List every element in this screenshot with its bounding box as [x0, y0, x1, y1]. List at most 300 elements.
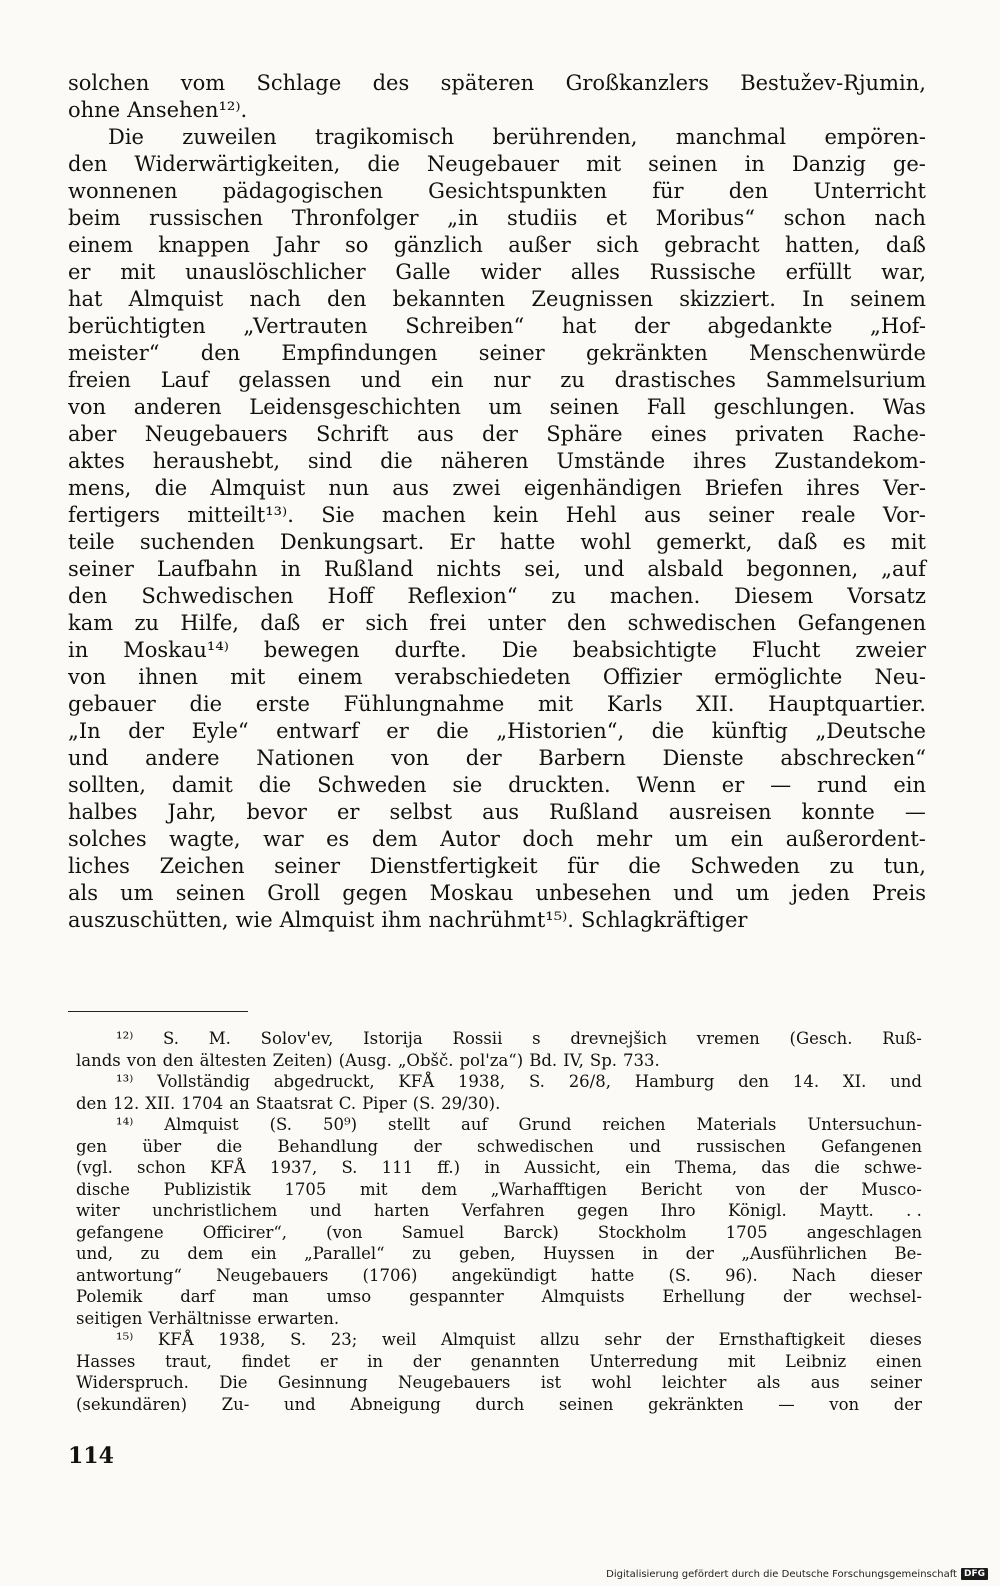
word: Rossii [452, 1029, 503, 1048]
word: drastisches [614, 368, 736, 392]
word: Denkungsart. [279, 530, 425, 554]
word: Musco- [861, 1179, 922, 1199]
word: gekränkten [585, 341, 708, 365]
word: wonnenen [68, 179, 178, 203]
word: Almquists [541, 1287, 625, 1306]
word: Leibniz [785, 1351, 847, 1371]
word: den [76, 1093, 107, 1113]
word: aktes [68, 449, 125, 473]
word: druckten. [508, 773, 611, 797]
word: privaten [735, 422, 825, 446]
word: 1938, [457, 1072, 506, 1091]
word: schwedischen [627, 611, 777, 635]
word: Großkanzlers [565, 71, 709, 95]
word: daß [885, 233, 926, 257]
word: zu [560, 368, 585, 392]
word: ihres [693, 449, 747, 473]
word: er [319, 1351, 338, 1371]
word: Gesinnung [277, 1373, 368, 1392]
footnotes [76, 1028, 922, 1415]
word: mitteilt¹³⁾. [187, 503, 294, 527]
word: von [735, 1179, 766, 1199]
word: „Hof- [869, 314, 926, 338]
word: er [721, 773, 745, 797]
text-line [68, 799, 926, 826]
word: durfte. [394, 638, 467, 662]
word: ¹⁴⁾ [116, 1115, 134, 1134]
word: Die [108, 125, 144, 149]
word: tun, [883, 854, 926, 878]
word: für [652, 179, 684, 203]
word: Schwedischen [141, 584, 294, 608]
word: Solov'ev, [260, 1029, 334, 1048]
word: Karls [606, 692, 663, 716]
word: unbesehen [535, 881, 652, 905]
word: Bestužev-Rjumin, [740, 71, 926, 95]
word: 14. [792, 1072, 820, 1091]
text-line [68, 448, 926, 475]
word: durch [475, 1394, 525, 1414]
word: Abneigung [350, 1394, 441, 1414]
word: geschlungen. [713, 395, 856, 419]
word: abgedruckt, [273, 1072, 375, 1091]
word: findet [241, 1351, 291, 1371]
word: Piper [362, 1093, 407, 1113]
word: genannten [470, 1351, 560, 1371]
word: dem [371, 827, 418, 851]
word: Offizier [602, 665, 682, 689]
digitization-footer [606, 1568, 988, 1580]
word: dem [187, 1244, 224, 1263]
word: seinen [549, 395, 620, 419]
word: Preis [871, 881, 926, 905]
word: der [413, 1136, 442, 1156]
word: aus [644, 503, 681, 527]
word: sie [452, 773, 483, 797]
word: (S. [412, 1093, 436, 1113]
word: Hamburg [634, 1072, 715, 1091]
word: (vgl. [76, 1158, 113, 1177]
word: den [327, 287, 367, 311]
word: Bd. [529, 1050, 558, 1070]
word: nur [493, 368, 531, 392]
text-line [68, 880, 926, 907]
word: seinen [648, 152, 718, 176]
dfg-logo-icon: DFG [961, 1568, 988, 1580]
word: den [738, 1072, 770, 1091]
word: studiis [506, 206, 578, 230]
word: Er [449, 530, 475, 554]
word: wagte, [169, 827, 241, 851]
word: einen [875, 1351, 922, 1371]
word: halbes [68, 800, 138, 824]
word: und [68, 746, 109, 770]
word: vom [180, 71, 226, 95]
word: gebauer [68, 692, 156, 716]
word: angeschlagen [806, 1222, 922, 1242]
word: berüchtigten [68, 314, 206, 338]
word: Samuel [401, 1222, 465, 1242]
word: Istorija [363, 1029, 423, 1048]
word: „Deutsche [815, 719, 926, 743]
word: machen. [609, 584, 701, 608]
word: Grund [518, 1115, 572, 1134]
word: außer [508, 233, 571, 257]
word: 96). [725, 1265, 758, 1285]
word: Be- [894, 1244, 922, 1263]
word: sich [596, 233, 639, 257]
word: stellt [387, 1115, 431, 1134]
word: solches [68, 827, 147, 851]
text-line [68, 97, 926, 124]
word: 1938, [218, 1330, 266, 1349]
word: für [567, 854, 599, 878]
word: ältesten [199, 1050, 267, 1070]
word: 12. [112, 1093, 140, 1113]
word: um [488, 395, 522, 419]
word: ist [540, 1373, 562, 1392]
word: Was [882, 395, 926, 419]
footnote-line [76, 1200, 922, 1222]
word: er [321, 611, 345, 635]
word: mit [890, 530, 926, 554]
word: Die [501, 638, 538, 662]
text-line [68, 232, 926, 259]
word: so [344, 233, 369, 257]
word: der [482, 422, 518, 446]
word: als [756, 1373, 781, 1392]
word: gen [76, 1136, 107, 1156]
word: et [606, 206, 627, 230]
word: seiner [870, 1373, 922, 1392]
word: späteren [440, 71, 535, 95]
word: Dienste [662, 746, 744, 770]
word: Hoff [327, 584, 374, 608]
word: Leidensgeschichten [249, 395, 461, 419]
word: bewegen [263, 638, 360, 662]
word: Neugebauers [216, 1265, 329, 1285]
word: anderen [133, 395, 222, 419]
word: (S. [269, 1115, 293, 1134]
word: der [128, 719, 165, 743]
word: doch [522, 827, 574, 851]
word: wohl [591, 1373, 632, 1392]
word: Hehl [565, 503, 617, 527]
word: eines [650, 422, 707, 446]
word: Rache- [852, 422, 926, 446]
word: Zeichen [159, 854, 245, 878]
word: ein [430, 368, 464, 392]
text-line [68, 826, 926, 853]
word: Sp. [589, 1050, 618, 1070]
word: von [391, 746, 430, 770]
word: drevnejšich [570, 1029, 667, 1048]
word: empören- [824, 125, 926, 149]
word: Galle [395, 260, 451, 284]
word: Russische [649, 260, 756, 284]
text-line [68, 718, 926, 745]
word: seinem [850, 287, 926, 311]
text-line [68, 367, 926, 394]
word: 1937, [270, 1158, 318, 1177]
word: und [629, 1136, 661, 1156]
word: und [673, 881, 714, 905]
word: Fall [646, 395, 686, 419]
word: um [120, 881, 154, 905]
word: schon [137, 1158, 186, 1177]
word: alles [570, 260, 620, 284]
word: Flucht [751, 638, 821, 662]
word: die [651, 719, 685, 743]
word: wie [235, 908, 273, 932]
word: Jahr [275, 233, 320, 257]
word: Vollständig [157, 1072, 250, 1091]
word: seitigen [76, 1308, 143, 1328]
word: Almquist [210, 476, 306, 500]
word: andere [145, 746, 220, 770]
word: dische [76, 1179, 130, 1199]
word: 29/30). [441, 1093, 501, 1113]
word: von [829, 1394, 860, 1414]
word: solchen [68, 71, 150, 95]
word: Ihro [660, 1201, 696, 1220]
footnote-line [76, 1071, 922, 1093]
word: auf [461, 1115, 488, 1134]
word: knappen [158, 233, 250, 257]
word: Vorsatz [847, 584, 926, 608]
word: künftig [711, 719, 788, 743]
word: einem [297, 665, 363, 689]
word: der [783, 1287, 812, 1306]
word: gelassen [238, 368, 331, 392]
word: 1704 [181, 1093, 224, 1113]
word: und [583, 557, 625, 581]
word: harten [373, 1201, 430, 1220]
word: Zu- [221, 1394, 250, 1414]
word: die [154, 476, 188, 500]
word: nichts [436, 557, 502, 581]
word: Thronfolger [291, 206, 419, 230]
word: geben, [458, 1244, 516, 1263]
word: der [633, 314, 670, 338]
word: in [68, 638, 89, 662]
word: und, [76, 1244, 114, 1263]
word: die [814, 1158, 840, 1177]
word: abgedankte [707, 314, 833, 338]
word: gespannter [409, 1287, 504, 1306]
word: Ruß- [882, 1029, 922, 1048]
word: den [200, 341, 241, 365]
word: die [380, 449, 413, 473]
word: in [744, 152, 765, 176]
text-line [68, 529, 926, 556]
word: daß [777, 530, 818, 554]
word: nach [249, 287, 301, 311]
footnote-line [76, 1179, 922, 1201]
word: der [685, 1244, 714, 1263]
word: — [770, 773, 792, 797]
footnote-line [76, 1028, 922, 1050]
text-line [68, 583, 926, 610]
word: sollten, [68, 773, 146, 797]
word: Neugebauers [144, 422, 288, 446]
word: hat [68, 287, 103, 311]
word: der [412, 1351, 441, 1371]
word: KFÅ [398, 1072, 435, 1091]
word: dieses [869, 1330, 922, 1349]
word: von [68, 395, 107, 419]
word: Empfindungen [281, 341, 438, 365]
word: witer [76, 1201, 120, 1220]
word: das [761, 1158, 791, 1177]
word: Staatsrat [255, 1093, 333, 1113]
word: Unterredung [589, 1351, 699, 1371]
word: Widerspruch. [76, 1373, 189, 1392]
word: Schrift [315, 422, 389, 446]
word: Diesem [734, 584, 814, 608]
word: den [68, 152, 108, 176]
word: bekannten [392, 287, 506, 311]
word: KFÅ [157, 1330, 194, 1349]
word: 1705 [725, 1222, 768, 1242]
word: in [484, 1158, 501, 1177]
word: Sie [321, 503, 355, 527]
word: damit [171, 773, 233, 797]
word: Gesichtspunkten [428, 179, 607, 203]
text-line [68, 151, 926, 178]
word: daß [260, 611, 301, 635]
word: ein [625, 1158, 651, 1177]
text-line [68, 556, 926, 583]
word: zu [140, 1244, 160, 1263]
word: näheren [440, 449, 529, 473]
word: Zustandekom- [774, 449, 926, 473]
word: den [162, 1050, 194, 1070]
word: schwedischen [477, 1136, 594, 1156]
word: Autor [440, 827, 500, 851]
word: Untersuchun- [807, 1115, 922, 1134]
word: Sphäre [546, 422, 623, 446]
text-line [68, 124, 926, 151]
word: der [799, 1179, 828, 1199]
word: „auf [881, 557, 926, 581]
word: 111 [381, 1158, 414, 1177]
word: suchenden [139, 530, 255, 554]
word: IV, [563, 1050, 584, 1070]
word: Erhellung [662, 1287, 746, 1306]
word: Moskau [429, 881, 514, 905]
word: Almquist [279, 908, 375, 932]
word: vremen [696, 1029, 760, 1048]
word: schwe- [864, 1158, 922, 1177]
word: sich [365, 611, 409, 635]
word: aus [810, 1373, 840, 1392]
footnote-line [76, 1157, 922, 1179]
text-line [68, 610, 926, 637]
text-line [68, 502, 926, 529]
word: s [532, 1029, 541, 1048]
word: es [842, 530, 866, 554]
footnote-line [76, 1136, 922, 1158]
word: Barck) [503, 1222, 559, 1242]
word: Schlage [256, 71, 342, 95]
word: In [802, 287, 824, 311]
word: Almquist [440, 1330, 516, 1349]
text-line [68, 907, 926, 934]
word: mehr [596, 827, 653, 851]
word: sind [307, 449, 353, 473]
text-line [68, 286, 926, 313]
word: 26/8, [568, 1072, 611, 1091]
footnote-rule [68, 1011, 248, 1012]
word: Sammelsurium [765, 368, 926, 392]
word: ermöglichte [714, 665, 843, 689]
word: er [68, 260, 91, 284]
word: aber [68, 422, 117, 446]
word: allzu [540, 1330, 580, 1349]
word: Publizistik [163, 1179, 251, 1199]
word: er [336, 800, 360, 824]
word: (sekundären) [76, 1394, 188, 1414]
word: Nationen [256, 746, 355, 770]
word: Lauf [160, 368, 209, 392]
word: zuweilen [182, 125, 277, 149]
word: tragikomisch [314, 125, 455, 149]
word: ¹²⁾ [116, 1029, 134, 1048]
word: der [465, 746, 502, 770]
word: Reflexion“ [407, 584, 518, 608]
word: Königl. [728, 1201, 787, 1220]
word: S. [528, 1072, 545, 1091]
footnote-line [76, 1372, 922, 1394]
word: Aussicht, [524, 1158, 601, 1177]
word: erfüllt [785, 260, 852, 284]
text-line [68, 340, 926, 367]
word: die [189, 692, 223, 716]
page-number: 114 [68, 1443, 114, 1469]
word: abschrecken“ [780, 746, 926, 770]
word: Die [219, 1373, 248, 1392]
word: 733. [623, 1050, 660, 1070]
word: aus [416, 422, 454, 446]
word: antwortung“ [76, 1265, 182, 1285]
word: dem [421, 1179, 458, 1199]
word: „Historien“, [496, 719, 625, 743]
word: „Ausführlichen [741, 1244, 867, 1263]
word: ein [893, 773, 926, 797]
word: Almquist [164, 1115, 239, 1134]
word: Hasses [76, 1351, 136, 1371]
word: Neu- [874, 665, 926, 689]
word: (Ausg. [338, 1050, 392, 1070]
word: „in [447, 206, 479, 230]
word: Almquist [128, 287, 224, 311]
text-line [68, 259, 926, 286]
word: „Obšč. [397, 1050, 454, 1070]
word: es [326, 827, 350, 851]
word: Moribus“ [655, 206, 755, 230]
word: den [728, 179, 769, 203]
text-line [68, 637, 926, 664]
word: mit [230, 665, 266, 689]
word: traut, [165, 1351, 212, 1371]
word: „Vertrauten [243, 314, 368, 338]
word: meister“ [68, 341, 160, 365]
word: 50⁹) [322, 1115, 358, 1134]
word: konnte [801, 800, 875, 824]
footer-text: Digitalisierung gefördert durch die Deutsche Forschungsgemeinschaft [606, 1568, 957, 1580]
word: zu [829, 854, 855, 878]
